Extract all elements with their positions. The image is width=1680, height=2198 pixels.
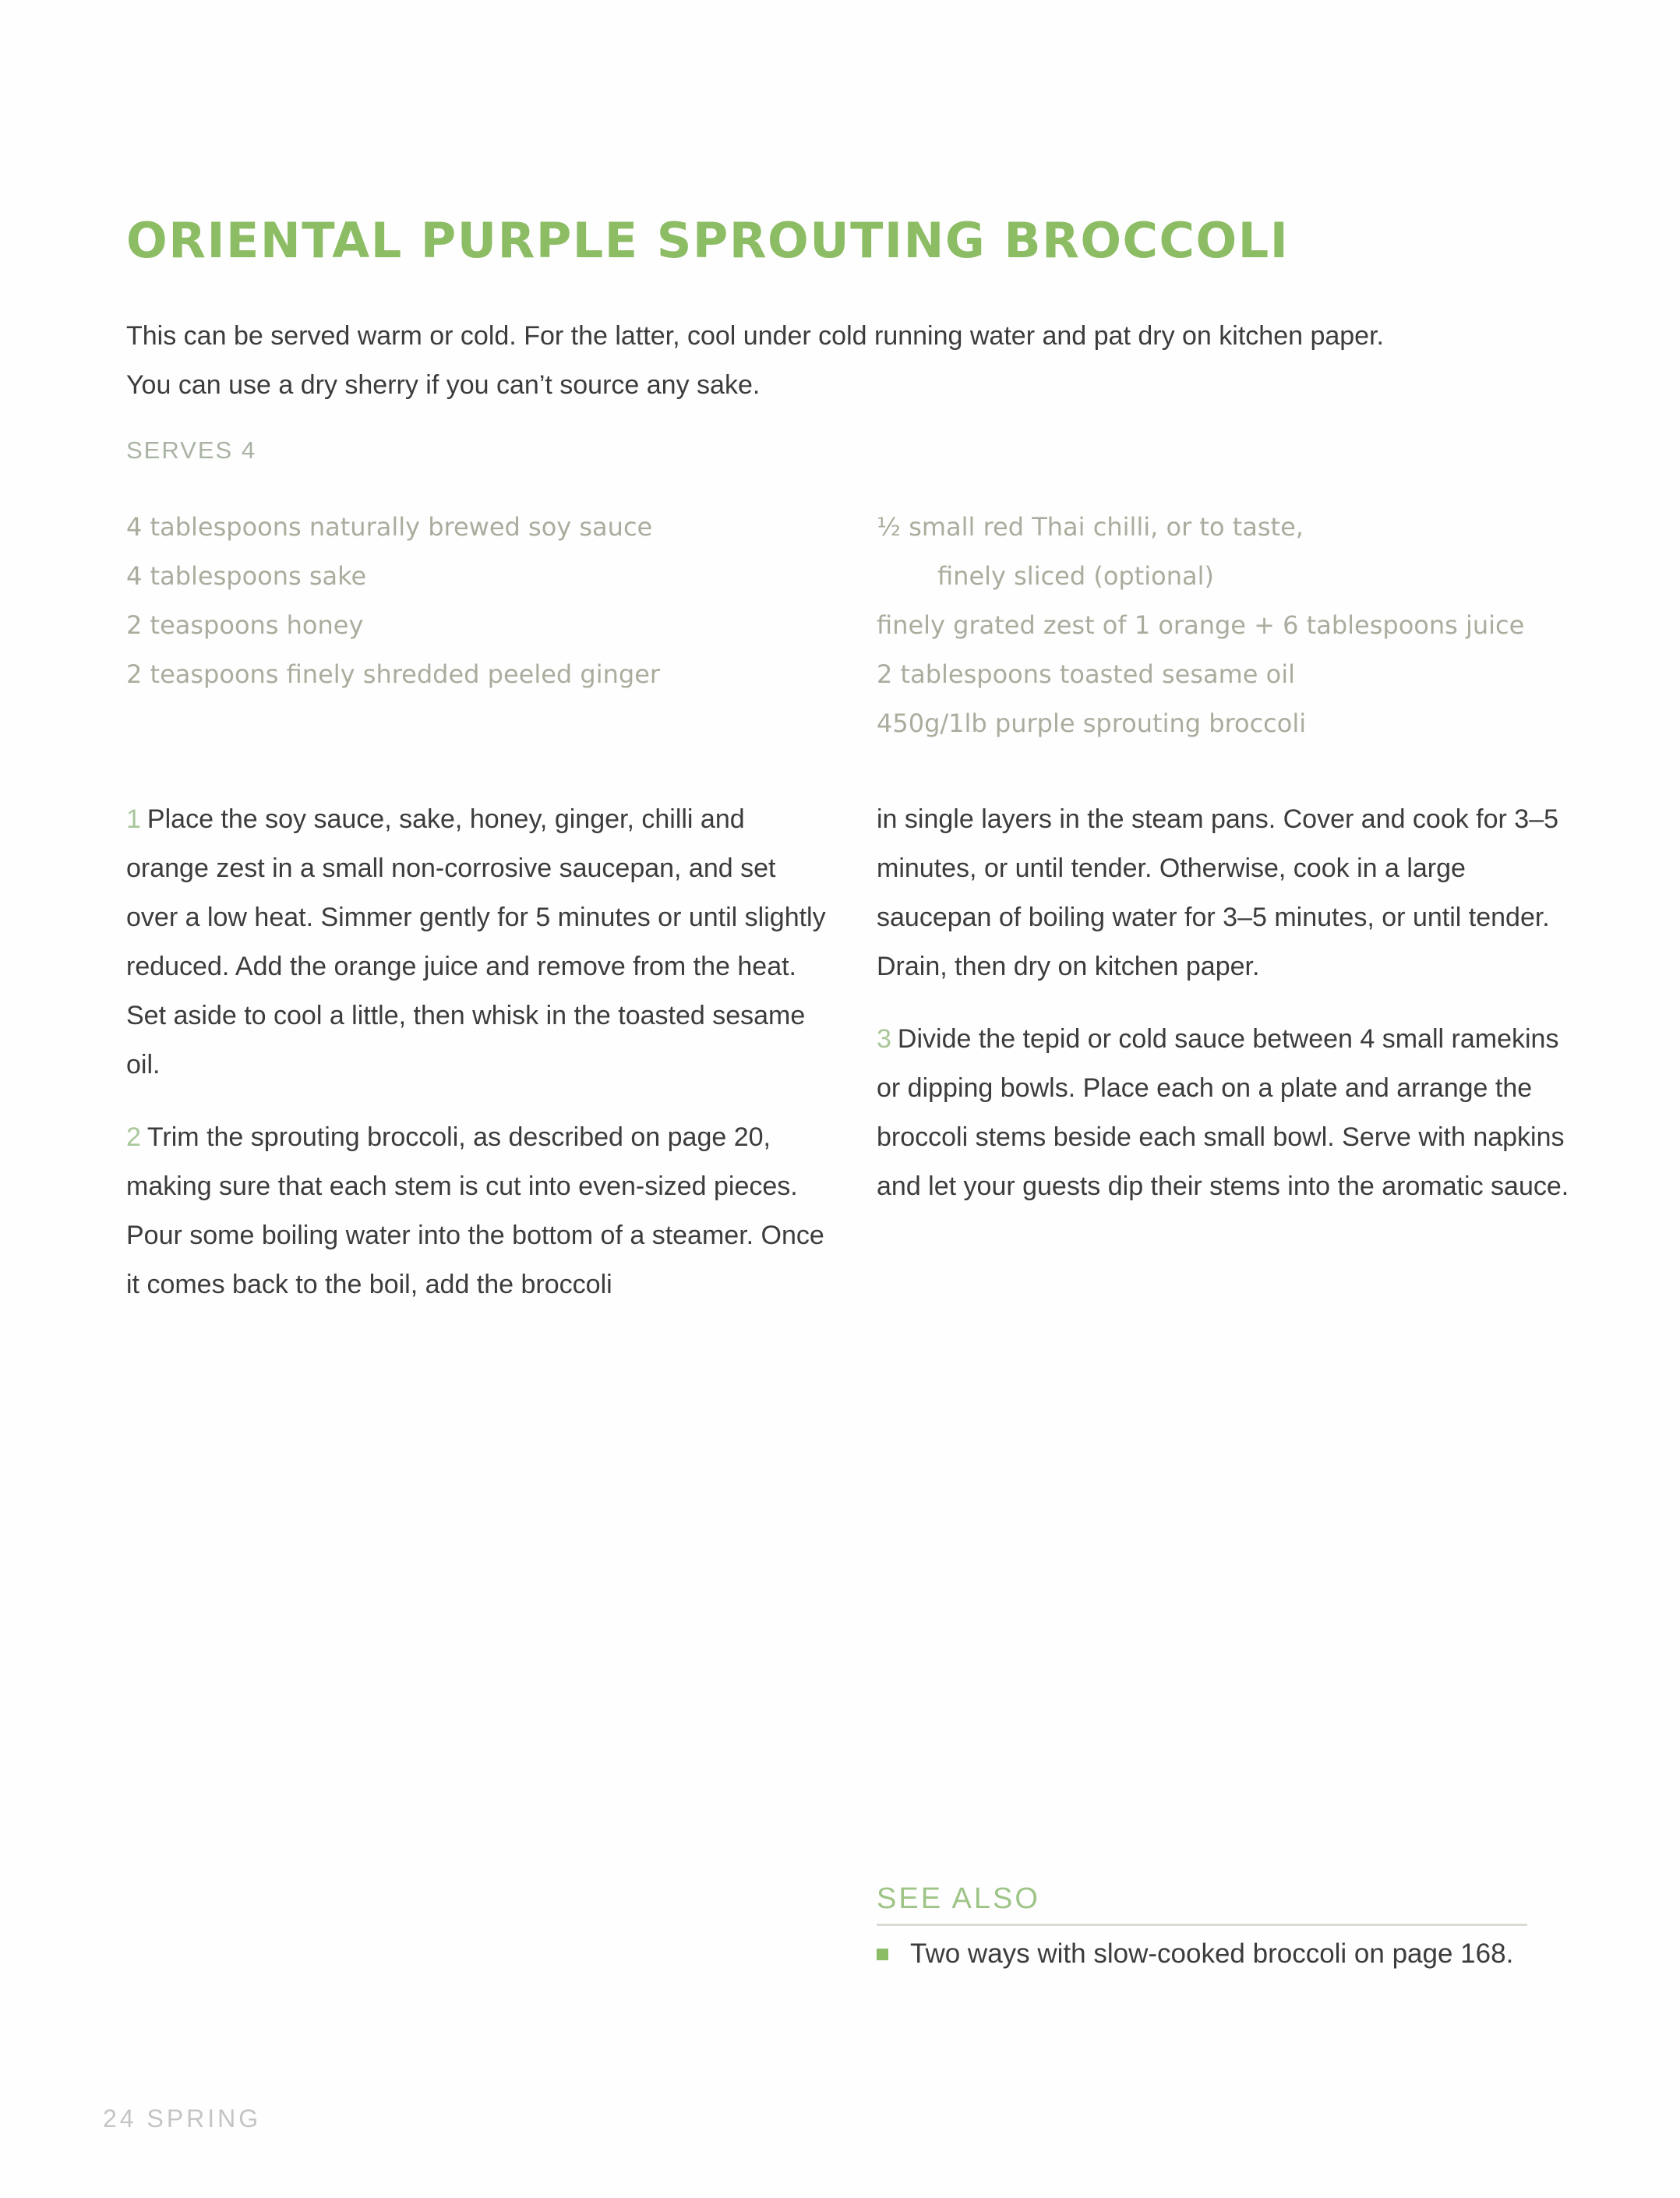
ingredients-list-right (877, 503, 1524, 748)
ingredient-item: 2 tablespoons toasted sesame oil (877, 659, 1295, 689)
step-number: 2 (126, 1122, 141, 1152)
see-also-item (877, 1938, 1527, 1970)
step-text: Place the soy sauce, sake, honey, ginger, chilli and orange zest in a small non-corrosive saucepan, and set over a low heat. Simmer gently for 5 minutes or until slightly reduced. Add the orange juice and remove from the heat. Set aside to cool a little, then whisk in the toasted sesame oil. (126, 804, 826, 1080)
see-also-box (877, 1882, 1527, 1970)
step-number: 3 (877, 1024, 891, 1054)
method-column-right (877, 795, 1578, 1235)
step-text: in single layers in the steam pans. Cover and cook for 3–5 minutes, or until tender. Otherwise, cook in a large saucepan of boiling water for 3–5 minutes, or until tender. Drain, then dry on kitchen paper. (877, 804, 1559, 981)
ingredient-item-continuation: finely sliced (optional) (937, 561, 1214, 591)
square-bullet-icon (877, 1949, 888, 1960)
step-text: Divide the tepid or cold sauce between 4 small ramekins or dipping bowls. Place each on a plate and arrange the broccoli stems beside each small bowl. Serve with napkins and let your guests dip their stems into the aromatic sauce. (877, 1024, 1569, 1201)
recipe-intro (126, 312, 1568, 410)
ingredient-item: 4 tablespoons naturally brewed soy sauce (126, 512, 653, 542)
serves-label: SERVES 4 (126, 436, 257, 464)
method-step (126, 1113, 828, 1309)
ingredients-list-left (126, 503, 660, 699)
see-also-heading: SEE ALSO (877, 1882, 1527, 1926)
intro-line: You can use a dry sherry if you can’t source any sake. (126, 370, 761, 400)
step-number: 1 (126, 804, 141, 834)
method-step-continued (877, 795, 1578, 991)
ingredient-item: ½ small red Thai chilli, or to taste, (877, 512, 1304, 542)
ingredient-item: 4 tablespoons sake (126, 561, 367, 591)
ingredient-item: 2 teaspoons honey (126, 610, 364, 640)
intro-line: This can be served warm or cold. For the latter, cool under cold running water and pat dry on kitchen paper. (126, 321, 1384, 351)
recipe-title: ORIENTAL PURPLE SPROUTING BROCCOLI (126, 212, 1290, 269)
ingredient-item: 450g/1lb purple sprouting broccoli (877, 709, 1307, 738)
see-also-link-text: Two ways with slow-cooked broccoli on page 168. (910, 1938, 1514, 1969)
method-step (877, 1015, 1578, 1211)
step-text: Trim the sprouting broccoli, as described on page 20, making sure that each stem is cut into even-sized pieces. Pour some boiling water into the bottom of a steamer. Once it comes back to the boil, add the broccoli (126, 1122, 824, 1299)
ingredient-item: 2 teaspoons finely shredded peeled ginger (126, 659, 661, 689)
ingredient-item: finely grated zest of 1 orange + 6 tablespoons juice (877, 610, 1525, 640)
method-step (126, 795, 828, 1090)
page-footer: 24 SPRING (103, 2104, 262, 2133)
method-column-left (126, 795, 828, 1333)
